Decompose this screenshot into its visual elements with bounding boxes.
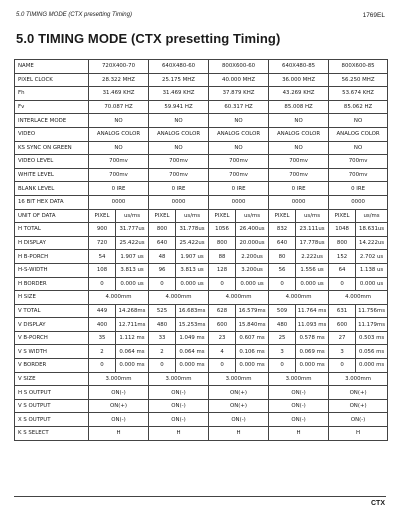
table-cell: 4.000mm <box>89 291 149 305</box>
table-cell: 0000 <box>209 195 269 209</box>
table-cell: 700mv <box>149 168 209 182</box>
table-row <box>15 168 388 182</box>
row-label: BLANK LEVEL <box>15 182 89 196</box>
table-cell: 1.049 ms <box>176 331 209 345</box>
table-cell: PIXEL <box>329 209 356 223</box>
table-cell: 0 IRE <box>329 182 388 196</box>
table-cell: 720 <box>89 236 116 250</box>
table-cell: 700mv <box>209 155 269 169</box>
table-cell: 0.064 ms <box>176 345 209 359</box>
table-cell: 11.179ms <box>356 318 388 332</box>
table-row <box>15 223 388 237</box>
table-row <box>15 386 388 400</box>
table-cell: 600 <box>329 318 356 332</box>
table-cell: 31.469 KHZ <box>89 87 149 101</box>
mode-header: 640X480-60 <box>149 60 209 74</box>
table-cell: PIXEL <box>149 209 176 223</box>
table-cell: 1.112 ms <box>116 331 149 345</box>
table-cell: 700mv <box>269 155 329 169</box>
table-cell: ANALOG COLOR <box>329 127 388 141</box>
table-cell: 3.200us <box>236 263 269 277</box>
table-cell: us/ms <box>296 209 329 223</box>
table-row <box>15 100 388 114</box>
table-cell: 80 <box>269 250 296 264</box>
table-cell: 900 <box>89 223 116 237</box>
table-cell: 16.683ms <box>176 304 209 318</box>
table-cell: 59.941 HZ <box>149 100 209 114</box>
footer-rule <box>14 496 386 497</box>
table-cell: 152 <box>329 250 356 264</box>
table-cell: 4 <box>209 345 236 359</box>
table-cell: us/ms <box>356 209 388 223</box>
table-cell: ON(-) <box>149 399 209 413</box>
table-cell: 43.269 KHZ <box>269 87 329 101</box>
mode-header: 640X480-85 <box>269 60 329 74</box>
table-cell: PIXEL <box>269 209 296 223</box>
table-cell: 3.000mm <box>149 372 209 386</box>
table-cell: 3 <box>269 345 296 359</box>
table-cell: 14.222us <box>356 236 388 250</box>
row-label: H-S-WIDTH <box>15 263 89 277</box>
table-cell: 48 <box>149 250 176 264</box>
table-cell: 1048 <box>329 223 356 237</box>
table-cell: 28.322 MHZ <box>89 73 149 87</box>
row-label: V SIZE <box>15 372 89 386</box>
table-cell: 2 <box>89 345 116 359</box>
table-cell: 0.069 ms <box>296 345 329 359</box>
table-cell: 14.268ms <box>116 304 149 318</box>
table-row <box>15 427 388 441</box>
table-cell: H <box>149 427 209 441</box>
table-cell: H <box>89 427 149 441</box>
table-row <box>15 87 388 101</box>
table-cell: 0000 <box>89 195 149 209</box>
table-cell: 33 <box>149 331 176 345</box>
running-header: 5.0 TIMING MODE (CTX presetting Timing) <box>16 12 132 18</box>
table-cell: ANALOG COLOR <box>269 127 329 141</box>
table-cell: ON(+) <box>329 399 388 413</box>
row-label: V S OUTPUT <box>15 399 89 413</box>
table-cell: ANALOG COLOR <box>209 127 269 141</box>
row-label: Fv <box>15 100 89 114</box>
table-cell: H <box>209 427 269 441</box>
table-cell: 832 <box>269 223 296 237</box>
table-cell: 70.087 HZ <box>89 100 149 114</box>
table-cell: 700mv <box>89 168 149 182</box>
table-cell: 85.062 HZ <box>329 100 388 114</box>
table-cell: 54 <box>89 250 116 264</box>
table-cell: 23 <box>209 331 236 345</box>
table-cell: NO <box>209 114 269 128</box>
table-cell: 3.813 us <box>176 263 209 277</box>
table-row <box>15 318 388 332</box>
table-row <box>15 155 388 169</box>
table-cell: 0.000 ms <box>176 359 209 373</box>
table-cell: 0 IRE <box>149 182 209 196</box>
table-cell: NO <box>89 141 149 155</box>
row-label: H S OUTPUT <box>15 386 89 400</box>
table-cell: 0.064 ms <box>116 345 149 359</box>
table-cell: NO <box>89 114 149 128</box>
table-cell: 1.907 us <box>116 250 149 264</box>
table-cell: 15.840ms <box>236 318 269 332</box>
table-cell: 0 IRE <box>89 182 149 196</box>
table-cell: ON(-) <box>269 399 329 413</box>
table-header-row <box>15 60 388 74</box>
table-cell: 4.000mm <box>149 291 209 305</box>
row-label: VIDEO LEVEL <box>15 155 89 169</box>
table-cell: 11.093 ms <box>296 318 329 332</box>
table-cell: 40.000 MHZ <box>209 73 269 87</box>
table-cell: us/ms <box>236 209 269 223</box>
table-cell: 25.422us <box>116 236 149 250</box>
row-label: PIXEL CLOCK <box>15 73 89 87</box>
table-cell: ON(-) <box>149 413 209 427</box>
table-cell: 2.222us <box>296 250 329 264</box>
table-row <box>15 304 388 318</box>
table-cell: 108 <box>89 263 116 277</box>
row-label: VIDEO <box>15 127 89 141</box>
row-label: V S WIDTH <box>15 345 89 359</box>
table-cell: 0.106 ms <box>236 345 269 359</box>
mode-header: 800X600-60 <box>209 60 269 74</box>
table-cell: 1.907 us <box>176 250 209 264</box>
table-row <box>15 127 388 141</box>
table-cell: 640 <box>149 236 176 250</box>
table-cell: ON(-) <box>149 386 209 400</box>
table-cell: 2.200us <box>236 250 269 264</box>
table-cell: 0 <box>89 277 116 291</box>
table-cell: 0.000 us <box>116 277 149 291</box>
table-cell: 11.756ms <box>356 304 388 318</box>
table-row <box>15 331 388 345</box>
table-cell: 16.579ms <box>236 304 269 318</box>
table-cell: 800 <box>149 223 176 237</box>
table-cell: 0.000 ms <box>356 359 388 373</box>
footer-brand: CTX <box>371 500 385 507</box>
row-label: K S SELECT <box>15 427 89 441</box>
table-cell: 0000 <box>269 195 329 209</box>
table-cell: us/ms <box>176 209 209 223</box>
page-title: 5.0 TIMING MODE (CTX presetting Timing) <box>16 31 281 46</box>
row-label: V BORDER <box>15 359 89 373</box>
table-cell: NO <box>209 141 269 155</box>
table-row <box>15 277 388 291</box>
table-cell: 0 <box>269 277 296 291</box>
table-cell: H <box>329 427 388 441</box>
table-cell: ANALOG COLOR <box>89 127 149 141</box>
table-row <box>15 359 388 373</box>
table-row <box>15 263 388 277</box>
table-cell: 0 <box>329 277 356 291</box>
table-cell: 700mv <box>89 155 149 169</box>
row-label: V B-PORCH <box>15 331 89 345</box>
table-cell: 18.631us <box>356 223 388 237</box>
table-row <box>15 345 388 359</box>
table-cell: us/ms <box>116 209 149 223</box>
row-label: INTERLACE MODE <box>15 114 89 128</box>
table-cell: 0000 <box>329 195 388 209</box>
table-cell: 0.000 ms <box>116 359 149 373</box>
table-cell: 37.879 KHZ <box>209 87 269 101</box>
table-cell: 3 <box>329 345 356 359</box>
table-cell: 0 <box>329 359 356 373</box>
row-label: 16 BIT HEX DATA <box>15 195 89 209</box>
mode-header: 720X400-70 <box>89 60 149 74</box>
table-cell: 3.000mm <box>269 372 329 386</box>
table-cell: 1056 <box>209 223 236 237</box>
table-cell: 35 <box>89 331 116 345</box>
table-cell: 480 <box>269 318 296 332</box>
table-cell: PIXEL <box>89 209 116 223</box>
table-cell: NO <box>149 114 209 128</box>
table-cell: 700mv <box>209 168 269 182</box>
table-cell: 23.111us <box>296 223 329 237</box>
table-cell: 0 <box>209 277 236 291</box>
table-cell: 525 <box>149 304 176 318</box>
table-cell: 4.000mm <box>329 291 388 305</box>
table-cell: ON(-) <box>89 386 149 400</box>
table-cell: NO <box>329 114 388 128</box>
row-label: WHITE LEVEL <box>15 168 89 182</box>
table-cell: 509 <box>269 304 296 318</box>
table-cell: 4.000mm <box>269 291 329 305</box>
table-cell: 1.138 us <box>356 263 388 277</box>
table-cell: 26.400us <box>236 223 269 237</box>
table-cell: 11.764 ms <box>296 304 329 318</box>
table-cell: 3.000mm <box>209 372 269 386</box>
row-label: KS SYNC ON GREEN <box>15 141 89 155</box>
table-cell: NO <box>269 141 329 155</box>
table-cell: 631 <box>329 304 356 318</box>
table-row <box>15 250 388 264</box>
row-label: H TOTAL <box>15 223 89 237</box>
table-cell: PIXEL <box>209 209 236 223</box>
table-cell: 0.000 us <box>236 277 269 291</box>
mode-header: 800X600-85 <box>329 60 388 74</box>
table-cell: 60.317 HZ <box>209 100 269 114</box>
table-row <box>15 114 388 128</box>
table-cell: 0.000 us <box>356 277 388 291</box>
table-row <box>15 73 388 87</box>
row-label: H BORDER <box>15 277 89 291</box>
table-cell: 17.778us <box>296 236 329 250</box>
table-row <box>15 291 388 305</box>
table-cell: 31.777us <box>116 223 149 237</box>
row-label: H DISPLAY <box>15 236 89 250</box>
table-cell: 700mv <box>329 155 388 169</box>
table-cell: 628 <box>209 304 236 318</box>
table-cell: ON(+) <box>89 399 149 413</box>
table-cell: 96 <box>149 263 176 277</box>
table-cell: 700mv <box>329 168 388 182</box>
table-cell: 56.250 MHZ <box>329 73 388 87</box>
table-cell: 640 <box>269 236 296 250</box>
table-cell: 0 <box>149 277 176 291</box>
table-cell: 85.008 HZ <box>269 100 329 114</box>
table-cell: 2.702 us <box>356 250 388 264</box>
table-cell: 88 <box>209 250 236 264</box>
table-cell: 53.674 KHZ <box>329 87 388 101</box>
table-cell: 0000 <box>149 195 209 209</box>
table-cell: 480 <box>149 318 176 332</box>
table-cell: ON(+) <box>209 386 269 400</box>
table-cell: 0.056 ms <box>356 345 388 359</box>
table-cell: 0 <box>209 359 236 373</box>
table-cell: 27 <box>329 331 356 345</box>
table-cell: 56 <box>269 263 296 277</box>
table-row <box>15 372 388 386</box>
table-cell: 700mv <box>269 168 329 182</box>
table-row <box>15 413 388 427</box>
table-cell: 31.469 KHZ <box>149 87 209 101</box>
table-cell: ON(+) <box>209 399 269 413</box>
table-cell: ON(+) <box>329 386 388 400</box>
table-cell: 0.000 us <box>296 277 329 291</box>
table-row <box>15 399 388 413</box>
table-cell: 0.578 ms <box>296 331 329 345</box>
row-label: H SIZE <box>15 291 89 305</box>
table-cell: 0.503 ms <box>356 331 388 345</box>
table-row <box>15 236 388 250</box>
table-cell: 4.000mm <box>209 291 269 305</box>
table-cell: 25.422us <box>176 236 209 250</box>
table-cell: ON(-) <box>269 386 329 400</box>
header-name-label: NAME <box>15 60 89 74</box>
table-cell: ON(-) <box>329 413 388 427</box>
table-cell: 0 IRE <box>209 182 269 196</box>
table-cell: 800 <box>209 236 236 250</box>
table-cell: 0 <box>269 359 296 373</box>
table-cell: ON(-) <box>89 413 149 427</box>
row-label: V DISPLAY <box>15 318 89 332</box>
table-cell: 25 <box>269 331 296 345</box>
table-cell: 0 IRE <box>269 182 329 196</box>
table-row <box>15 141 388 155</box>
table-cell: ANALOG COLOR <box>149 127 209 141</box>
table-row <box>15 195 388 209</box>
table-cell: 1.556 us <box>296 263 329 277</box>
table-cell: 3.000mm <box>329 372 388 386</box>
table-cell: 25.175 MHZ <box>149 73 209 87</box>
table-cell: ON(-) <box>209 413 269 427</box>
table-cell: 36.000 MHZ <box>269 73 329 87</box>
table-cell: ON(-) <box>269 413 329 427</box>
table-cell: 600 <box>209 318 236 332</box>
table-cell: 400 <box>89 318 116 332</box>
table-cell: 64 <box>329 263 356 277</box>
table-cell: 12.711ms <box>116 318 149 332</box>
table-cell: H <box>269 427 329 441</box>
table-cell: 0 <box>149 359 176 373</box>
row-label: V TOTAL <box>15 304 89 318</box>
table-cell: 0.000 us <box>176 277 209 291</box>
timing-table <box>14 59 388 441</box>
table-cell: 3.000mm <box>89 372 149 386</box>
table-cell: 449 <box>89 304 116 318</box>
table-cell: NO <box>269 114 329 128</box>
table-cell: 2 <box>149 345 176 359</box>
table-cell: 0.607 ms <box>236 331 269 345</box>
row-label: Fh <box>15 87 89 101</box>
table-cell: 0.000 ms <box>236 359 269 373</box>
table-cell: 31.778us <box>176 223 209 237</box>
table-row <box>15 209 388 223</box>
table-cell: NO <box>149 141 209 155</box>
row-label: H B-PORCH <box>15 250 89 264</box>
table-cell: 128 <box>209 263 236 277</box>
table-cell: 700mv <box>149 155 209 169</box>
table-cell: 800 <box>329 236 356 250</box>
table-row <box>15 182 388 196</box>
table-cell: NO <box>329 141 388 155</box>
table-cell: 0.000 ms <box>296 359 329 373</box>
table-cell: 15.253ms <box>176 318 209 332</box>
row-label: X S OUTPUT <box>15 413 89 427</box>
table-cell: 20.000us <box>236 236 269 250</box>
table-cell: 3.813 us <box>116 263 149 277</box>
model-number: 1769EL <box>362 12 385 19</box>
table-cell: 0 <box>89 359 116 373</box>
row-label: UNIT OF DATA <box>15 209 89 223</box>
